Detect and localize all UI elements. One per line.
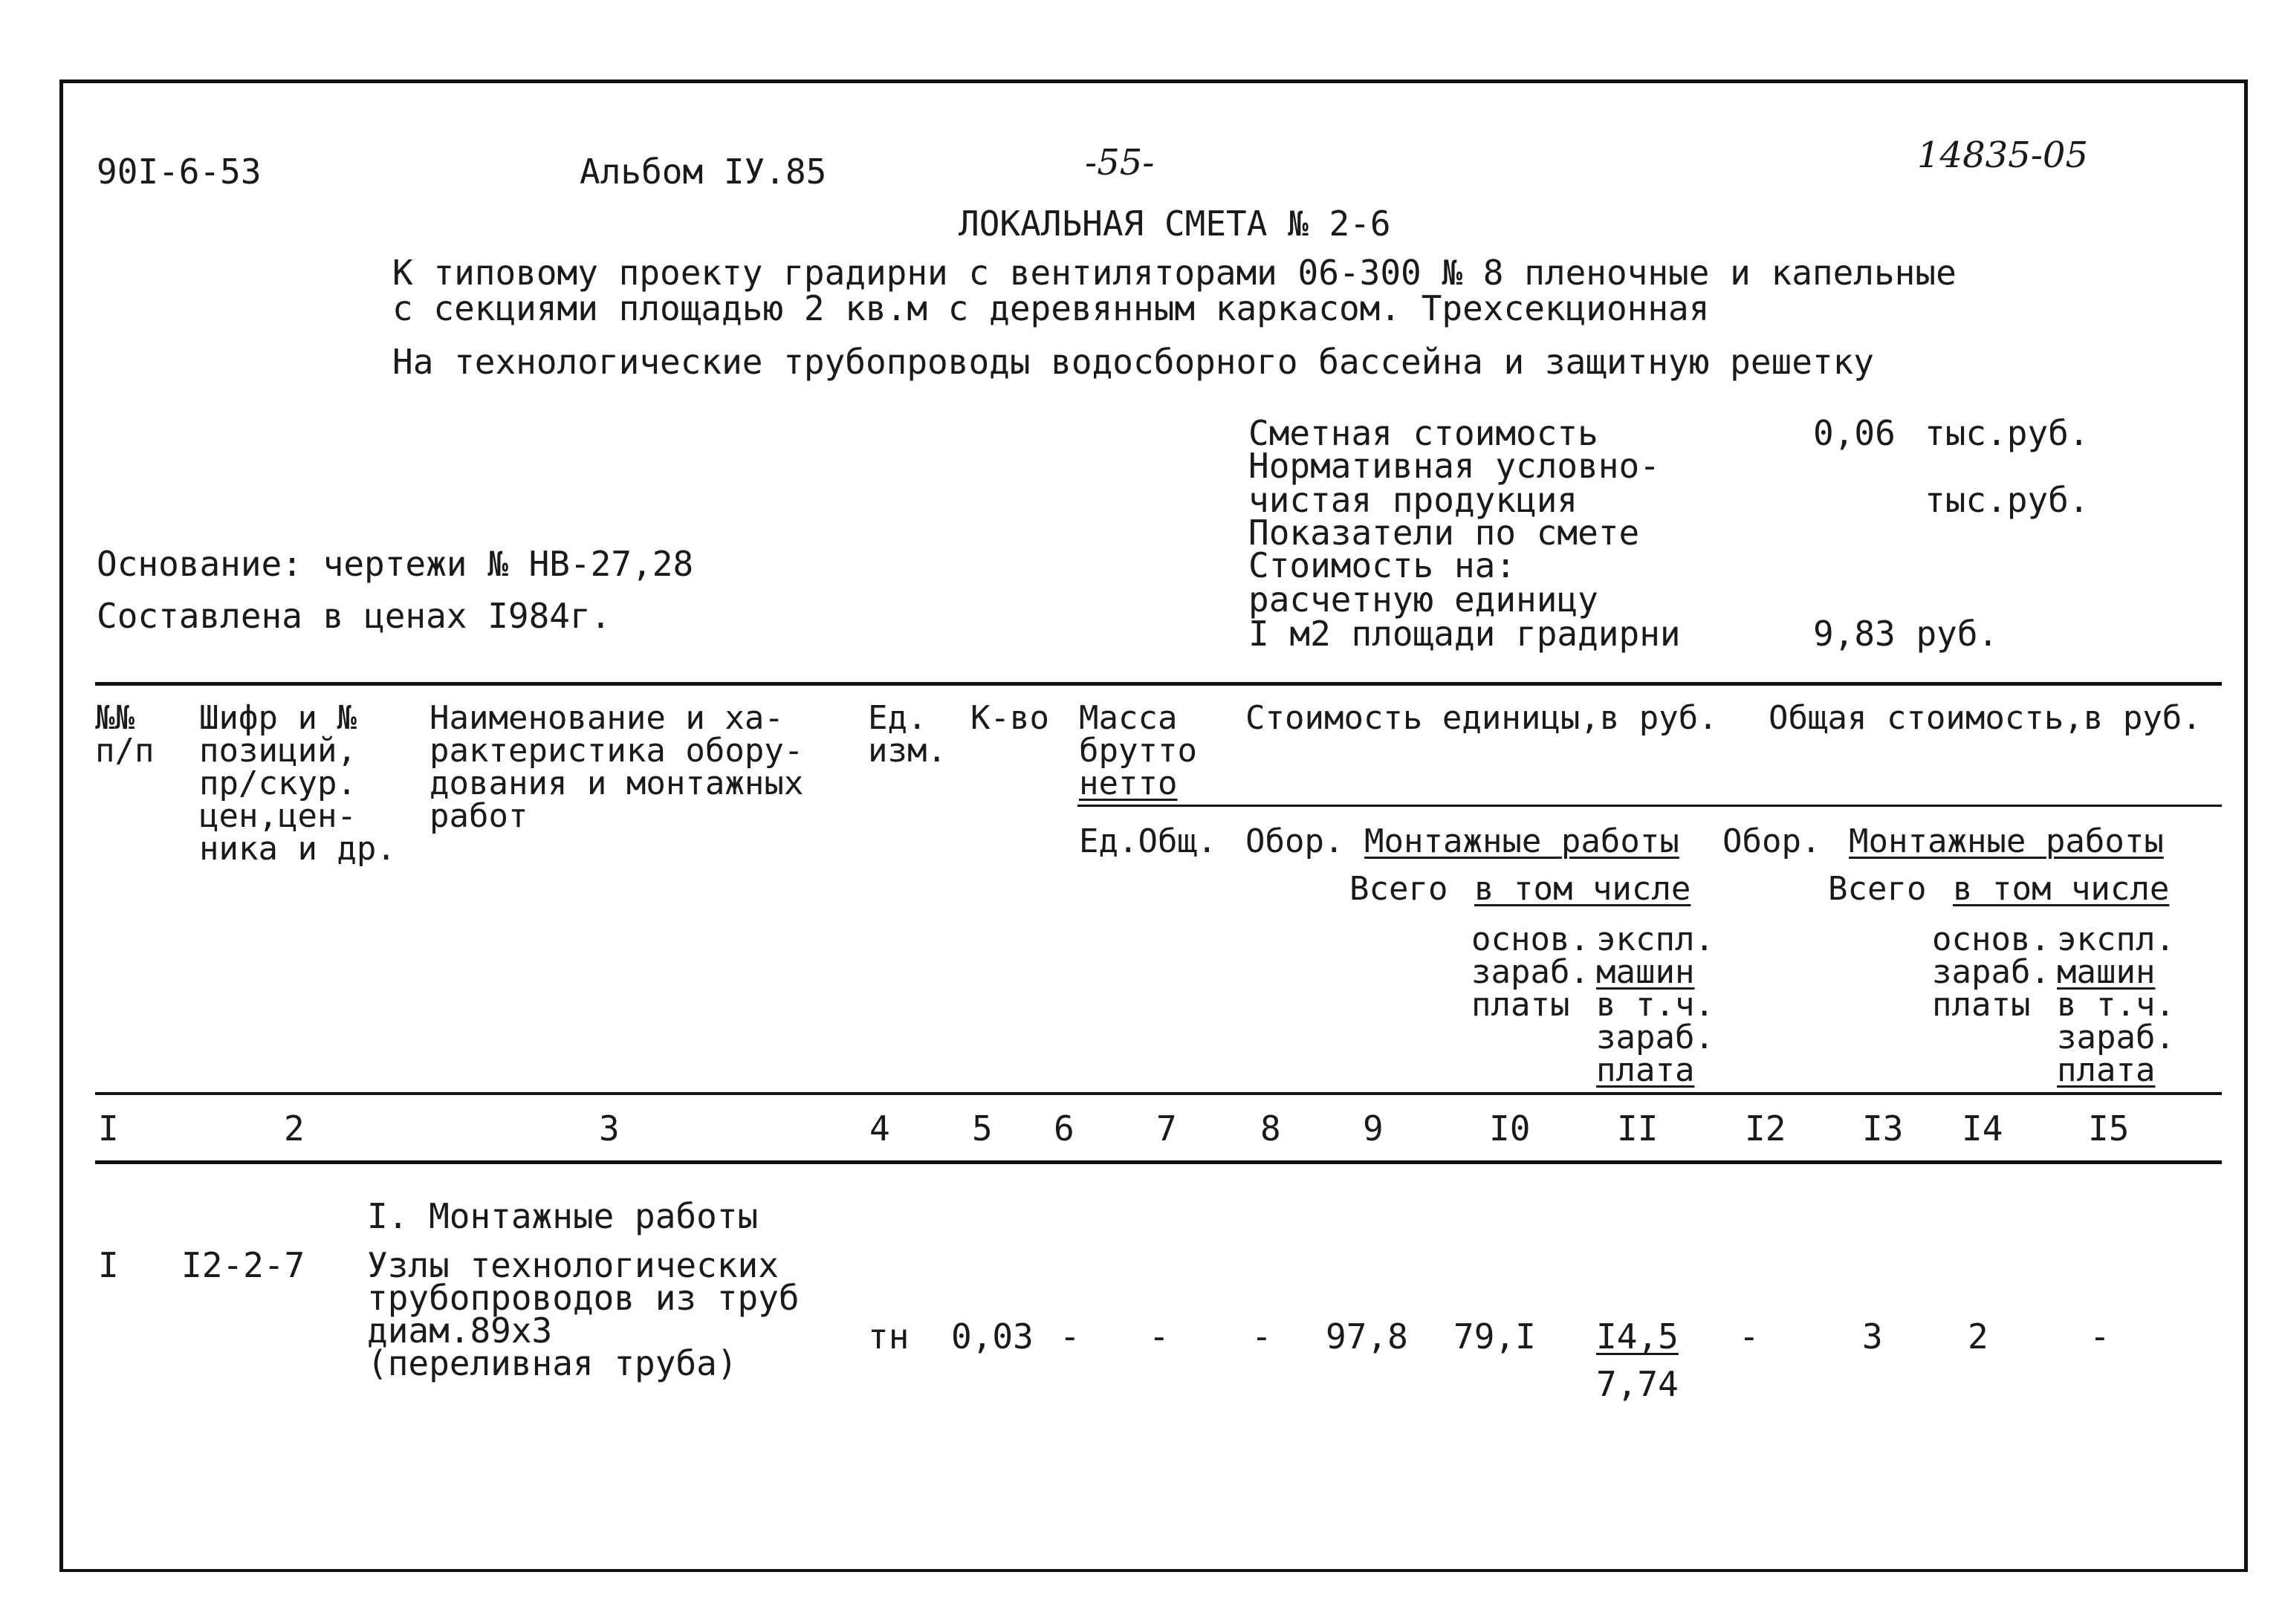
row-c15: - (2090, 1316, 2110, 1357)
colnum-2: 2 (284, 1108, 305, 1149)
hdr-c2-l4: цен,цен- (199, 797, 357, 835)
hdr-sub-b-l4: зараб. (1596, 1019, 1714, 1056)
row-c11-sub: 7,74 (1596, 1364, 1679, 1404)
cost-value: 0,06 (1813, 413, 1896, 453)
hdr-c2-l1: Шифр и № (199, 699, 357, 737)
indicators-label: Показатели по смете (1248, 513, 1640, 553)
hdr-vtom-2: в том числе (1953, 870, 2170, 908)
hdr-unit-cost: Стоимость единицы,в руб. (1245, 699, 1718, 737)
basis-drawings: Основание: чертежи № НВ-27,28 (97, 544, 694, 584)
colnum-8: 8 (1260, 1108, 1281, 1149)
row-c13: 3 (1862, 1316, 1883, 1357)
hdr-c1-l2: п/п (95, 732, 155, 770)
row-unit: тн (868, 1316, 910, 1357)
row-name-l3: диам.89х3 (367, 1310, 553, 1351)
basis-prices: Составлена в ценах I984г. (97, 596, 612, 636)
hdr-ed-obsh: Ед.Общ. (1079, 822, 1217, 860)
header-bottom-rule (95, 1092, 2222, 1095)
hdr-mass-l1: Масса (1079, 699, 1178, 737)
title-line-1: К типовому проекту градирни с вентиляторами 06-300 № 8 пленочные и капельные (392, 253, 1957, 293)
hdr-sub-b-l5: плата (1596, 1051, 1695, 1089)
hdr-c4-l2: изм. (868, 732, 947, 770)
row-name-l4: (переливная труба) (367, 1343, 738, 1383)
hdr-sub-a2-l3: платы (1932, 986, 2031, 1024)
colnum-12: I2 (1745, 1108, 1786, 1149)
row-c14: 2 (1968, 1316, 1988, 1357)
title-line-2: с секциями площадью 2 кв.м с деревянным каркасом. Трехсекционная (392, 288, 1710, 328)
colnum-4: 4 (869, 1108, 890, 1149)
title-line-3: На технологические трубопроводы водосборного бассейна и защитную решетку (392, 342, 1874, 382)
hdr-c3-l3: дования и монтажных (430, 764, 804, 802)
hdr-sub-a-l1: основ. (1471, 920, 1589, 958)
row-c12: - (1739, 1316, 1760, 1357)
row-c10: 79,I (1453, 1316, 1536, 1357)
hdr-sub-a2-l2: зараб. (1932, 953, 2050, 991)
hdr-obor: Обор. (1245, 822, 1344, 860)
hdr-obor-2: Обор. (1722, 822, 1821, 860)
colnum-9: 9 (1363, 1108, 1384, 1149)
doc-code: 90I-6-53 (97, 152, 262, 192)
row-qty: 0,03 (951, 1316, 1034, 1357)
colnum-14: I4 (1962, 1108, 2003, 1149)
colnum-11: II (1617, 1108, 1659, 1149)
hdr-vsego: Всего (1349, 870, 1448, 908)
cost-unit: тыс.руб. (1925, 413, 2090, 453)
hdr-sub-b2-l4: зараб. (2057, 1019, 2175, 1056)
album-label: Альбом IУ.85 (580, 152, 827, 192)
area-label: I м2 площади градирни (1248, 614, 1681, 654)
hdr-sub-b-l1: экспл. (1596, 920, 1714, 958)
hdr-montazh-2: Монтажные работы (1849, 822, 2164, 860)
hdr-c5: К-во (970, 699, 1049, 737)
row-num: I (98, 1245, 119, 1285)
inventory-number: 14835-05 (1917, 134, 2088, 176)
doc-title: ЛОКАЛЬНАЯ СМЕТА № 2-6 (959, 204, 1391, 244)
hdr-sub-b-l3: в т.ч. (1596, 986, 1714, 1024)
hdr-sub-a-l2: зараб. (1471, 953, 1589, 991)
row-code: I2-2-7 (181, 1245, 305, 1285)
hdr-montazh: Монтажные работы (1364, 822, 1679, 860)
colnum-5: 5 (972, 1108, 993, 1149)
hdr-sub-a-l3: платы (1471, 986, 1570, 1024)
hdr-sub-b-l2: машин (1596, 953, 1695, 991)
hdr-sub-b2-l3: в т.ч. (2057, 986, 2175, 1024)
cost-label: Сметная стоимость (1248, 413, 1598, 453)
hdr-c2-l2: позиций, (199, 732, 357, 770)
hdr-c3-l1: Наименование и ха- (430, 699, 784, 737)
row-c8: - (1251, 1316, 1272, 1357)
colnum-10: I0 (1489, 1108, 1531, 1149)
table-top-rule (95, 682, 2222, 686)
hdr-c2-l5: ника и др. (199, 830, 396, 868)
norm-label-1: Нормативная условно- (1248, 446, 1660, 486)
hdr-mass-l3: нетто (1079, 764, 1178, 802)
row-c7: - (1149, 1316, 1170, 1357)
hdr-mass-l2: брутто (1079, 732, 1197, 770)
hdr-sub-b2-l5: плата (2057, 1051, 2156, 1089)
hdr-sub-a2-l1: основ. (1932, 920, 2050, 958)
colnum-15: I5 (2088, 1108, 2130, 1149)
hdr-vsego-2: Всего (1828, 870, 1927, 908)
norm-label-2: чистая продукция (1248, 480, 1578, 520)
row-name-l1: Узлы технологических (367, 1245, 779, 1285)
hdr-total-cost: Общая стоимость,в руб. (1769, 699, 2202, 737)
row-c11: I4,5 (1596, 1316, 1679, 1357)
norm-unit: тыс.руб. (1925, 480, 2090, 520)
hdr-c3-l4: работ (430, 797, 528, 835)
hdr-vtom: в том числе (1474, 870, 1691, 908)
cost-per-label: Стоимость на: (1248, 545, 1517, 585)
hdr-c4-l1: Ед. (868, 699, 927, 737)
unit-calc-label: расчетную единицу (1248, 579, 1598, 620)
colnum-13: I3 (1862, 1108, 1904, 1149)
hdr-sub-b2-l2: машин (2057, 953, 2156, 991)
colnum-6: 6 (1054, 1108, 1074, 1149)
page-number: -55- (1085, 142, 1155, 183)
hdr-c1-l1: №№ (95, 699, 134, 737)
area-value: 9,83 руб. (1813, 614, 1999, 654)
hdr-c3-l2: рактеристика обору- (430, 732, 804, 770)
hdr-c2-l3: пр/скур. (199, 764, 357, 802)
hdr-sub-b2-l1: экспл. (2057, 920, 2175, 958)
colnum-7: 7 (1156, 1108, 1177, 1149)
numbers-bottom-rule (95, 1160, 2222, 1164)
row-c9: 97,8 (1326, 1316, 1408, 1357)
colnum-1: I (98, 1108, 119, 1149)
section-heading: I. Монтажные работы (367, 1196, 759, 1236)
colnum-3: 3 (599, 1108, 620, 1149)
row-c6: - (1060, 1316, 1080, 1357)
cost-header-rule (1077, 805, 2222, 807)
row-name-l2: трубопроводов из труб (367, 1278, 800, 1318)
